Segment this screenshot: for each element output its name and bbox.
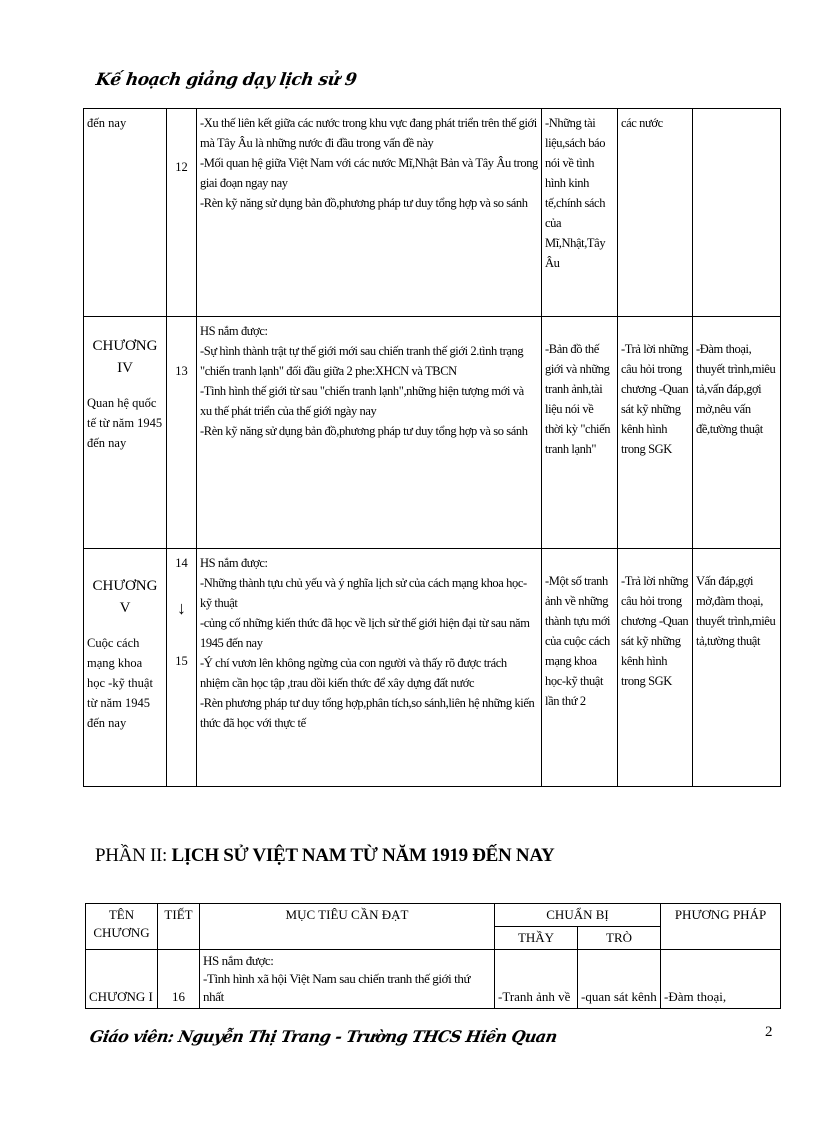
period-cell xyxy=(167,549,197,787)
student-prep-text: các nước xyxy=(621,116,663,130)
table-header-row xyxy=(86,904,781,927)
objective-line: -Những thành tựu chủ yếu và ý nghĩa lịch sử của cách mạng khoa học-kỹ thuật xyxy=(200,576,527,610)
table-row xyxy=(86,950,781,1009)
table-row xyxy=(84,317,781,549)
student-prep-cell xyxy=(618,109,693,317)
student-prep-text: -Trả lời những câu hỏi trong chương -Quan sát kỹ những kênh hình trong SGK xyxy=(621,342,689,456)
header-chapter: TÊN CHƯƠNG xyxy=(86,904,158,950)
header-objectives: MỤC TIÊU CẦN ĐẠT xyxy=(200,904,495,950)
chapter-cell xyxy=(84,317,167,549)
chapter-text: Quan hệ quốc tế từ năm 1945 đến nay xyxy=(87,396,163,450)
objectives-cell xyxy=(200,950,495,1009)
objectives-cell xyxy=(197,109,542,317)
teacher-prep-cell xyxy=(542,549,618,787)
page-header-title: Kế hoạch giảng dạy lịch sử 9 xyxy=(94,70,358,90)
teacher-prep-text: -Bản đồ thế giới và những tranh ảnh,tài liệu nói về thời kỳ "chiến tranh lạnh" xyxy=(545,342,611,456)
lesson-plan-table xyxy=(83,108,781,787)
table-row xyxy=(84,549,781,787)
arrow-down-icon: ↓ xyxy=(177,598,186,618)
part-two-prefix: PHẦN II: xyxy=(95,845,172,866)
chapter-cell xyxy=(84,549,167,787)
objective-line: -Mối quan hệ giữa Việt Nam với các nước Mĩ,Nhật Bản và Tây Âu trong giai đoạn ngay nay xyxy=(200,156,538,190)
objective-line: -Ý chí vươn lên không ngừng của con người và thấy rõ được trách nhiệm cần học tập ,trau dồi kiến thức để xây dựng đất nước xyxy=(200,656,507,690)
chapter-cell xyxy=(84,109,167,317)
objective-line: HS nắm được: xyxy=(200,556,268,570)
student-prep-cell xyxy=(618,549,693,787)
period-number: 12 xyxy=(175,160,188,174)
objective-line: -Rèn kỹ năng sử dụng bản đồ,phương pháp tư duy tổng hợp và so sánh xyxy=(200,424,528,438)
method-text: Vấn đáp,gợi mở,đàm thoại, thuyết trình,miêu tả,tường thuật xyxy=(696,574,776,648)
chapter-text: đến nay xyxy=(87,116,127,130)
period-cell xyxy=(167,317,197,549)
method-cell xyxy=(693,549,781,787)
objective-line: -Xu thế liên kết giữa các nước trong khu vực đang phát triển trên thế giới mà Tây Âu là những nước đi đầu trong vấn đề này xyxy=(200,116,537,150)
period-start: 14 xyxy=(175,556,188,570)
header-teacher: THẦY xyxy=(495,927,578,950)
objective-line: HS nắm được: xyxy=(203,953,274,968)
period-end: 15 xyxy=(175,654,188,668)
objectives-cell xyxy=(197,549,542,787)
page-number: 2 xyxy=(765,1024,773,1040)
chapter-title: CHƯƠNG IV xyxy=(92,338,158,376)
chapter-text: Cuộc cách mạng khoa học -kỹ thuật từ năm 1945 đến nay xyxy=(87,636,153,730)
objective-line: -Tình hình xã hội Việt Nam sau chiến tranh thế giới thứ nhất xyxy=(203,971,471,1004)
header-student: TRÒ xyxy=(578,927,661,950)
header-method: PHƯƠNG PHÁP xyxy=(661,904,781,950)
period-number: 13 xyxy=(175,364,188,378)
teacher-prep-cell: -Tranh ảnh về xyxy=(495,950,578,1009)
student-prep-cell xyxy=(618,317,693,549)
part-two-title: LỊCH SỬ VIỆT NAM TỪ NĂM 1919 ĐẾN NAY xyxy=(171,845,555,866)
header-period: TIẾT xyxy=(158,904,200,950)
objective-line: -củng cố những kiến thức đã học về lịch sử thế giới hiện đại từ sau năm 1945 đến nay xyxy=(200,616,530,650)
part-two-heading xyxy=(95,845,554,867)
period-cell xyxy=(167,109,197,317)
objective-line: -Tình hình thế giới từ sau "chiến tranh lạnh",những hiện tượng mới và xu thế phát triển của thế giới ngày nay xyxy=(200,384,524,418)
teacher-prep-text: -Một số tranh ảnh về những thành tựu mới của cuộc cách mạng khoa học-kỹ thuật lần thứ 2 xyxy=(545,574,611,708)
method-cell xyxy=(693,109,781,317)
page-footer-author: Giáo viên: Nguyễn Thị Trang - Trường THCS Hiền Quan xyxy=(88,1027,559,1046)
objective-line: -Rèn phương pháp tư duy tổng hợp,phân tích,so sánh,liên hệ những kiến thức đã học với thực tế xyxy=(200,696,535,730)
objective-line: HS nắm được: xyxy=(200,324,268,338)
objective-line: -Sự hình thành trật tự thế giới mới sau chiến tranh thế giới 2.tình trạng "chiến tranh lạnh" đối đầu giữa 2 phe:XHCN và TBCN xyxy=(200,344,524,378)
method-cell xyxy=(693,317,781,549)
objectives-cell xyxy=(197,317,542,549)
header-prep: CHUẨN BỊ xyxy=(495,904,661,927)
teacher-prep-cell xyxy=(542,109,618,317)
chapter-title: CHƯƠNG V xyxy=(92,578,158,616)
period-cell: 16 xyxy=(158,950,200,1009)
teacher-prep-text: -Những tài liệu,sách báo nói về tình hình kinh tế,chính sách của Mĩ,Nhật,Tây Âu xyxy=(545,116,606,270)
lesson-plan-table-part-two xyxy=(85,903,781,1009)
table-row xyxy=(84,109,781,317)
objective-line: -Rèn kỹ năng sử dụng bản đồ,phương pháp tư duy tổng hợp và so sánh xyxy=(200,196,528,210)
method-cell: -Đàm thoại, xyxy=(661,950,781,1009)
chapter-cell: CHƯƠNG I xyxy=(86,950,158,1009)
method-text: -Đàm thoại, thuyết trình,miêu tả,vấn đáp,gợi mở,nêu vấn đề,tường thuật xyxy=(696,342,776,436)
teacher-prep-cell xyxy=(542,317,618,549)
student-prep-cell: -quan sát kênh xyxy=(578,950,661,1009)
student-prep-text: -Trả lời những câu hỏi trong chương -Quan sát kỹ những kênh hình trong SGK xyxy=(621,574,689,688)
